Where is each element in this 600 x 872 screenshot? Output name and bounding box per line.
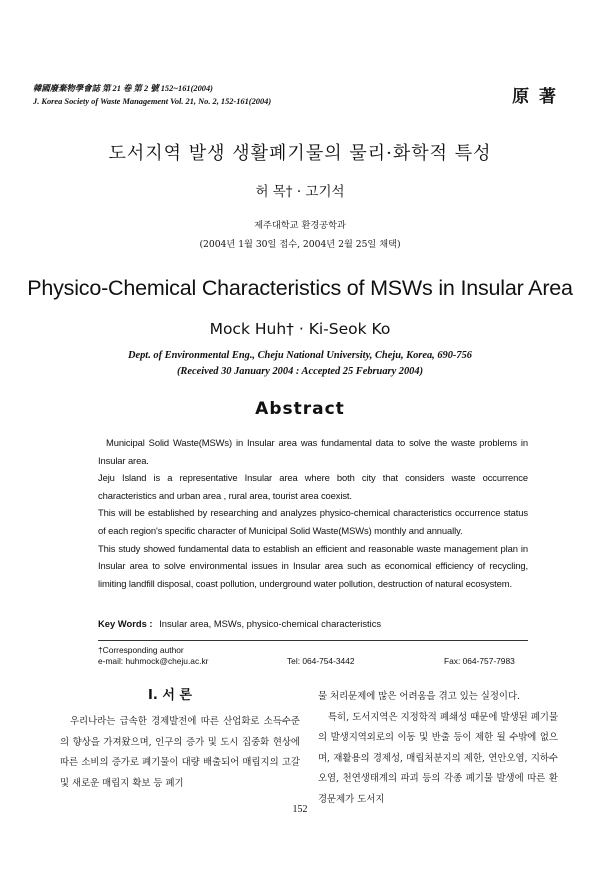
korean-affiliation: 제주대학교 환경공학과 bbox=[254, 220, 346, 231]
english-affiliation-block bbox=[0, 348, 600, 380]
section-heading-introduction: Ⅰ. 서 론 bbox=[148, 688, 192, 703]
body-paragraph: 특히, 도서지역은 지정학적 폐쇄성 때문에 발생된 폐기물의 발생지역외로의 이동 및 반출 등이 제한 될 수밖에 없으며, 재활용의 경제성, 매립처분지의 제한, 연안오염, 지하수오염, 천연생태계의 파괴 등의 각종 폐기물 발생에 따른 환경문제가 도서지 bbox=[318, 711, 558, 805]
abstract-body bbox=[98, 434, 528, 592]
body-paragraph: 우리나라는 급속한 경제발전에 따른 산업화로 소득수준의 향상을 가져왔으며, 인구의 증가 및 도시 집중화 현상에 따른 소비의 증가로 폐기물이 대량 배출되어 매립지의 고갈 및 새로운 매립지 확보 등 폐기 bbox=[60, 716, 300, 789]
abstract-paragraph: This will be established by researching and analyzes physico-chemical characteristics occurrence status of each region's specific character of Municipal Solid Waste(MSWs) monthly and annually. bbox=[98, 507, 528, 536]
journal-header bbox=[33, 82, 271, 108]
corresponding-author-note: †Corresponding author bbox=[98, 645, 184, 655]
journal-citation-korean: 韓國廢棄物學會誌 第 21 卷 第 2 號 152~161(2004) bbox=[33, 84, 213, 93]
journal-citation-english: J. Korea Society of Waste Management Vol. 21, No. 2, 152-161(2004) bbox=[33, 97, 272, 106]
abstract-paragraph: This study showed fundamental data to establish an efficient and reasonable waste management plan in Insular area to solve environmental issues in Insular area such as economical efficiency of recycling, limiting landfill disposal, coast pollution, underground water pollution, destruction of natural ecosystem. bbox=[98, 542, 528, 589]
body-column-right bbox=[318, 687, 558, 810]
keywords-text: Insular area, MSWs, physico-chemical characteristics bbox=[159, 618, 382, 629]
footnote-divider bbox=[98, 640, 528, 641]
keywords bbox=[98, 618, 381, 629]
english-affiliation: Dept. of Environmental Eng., Cheju National University, Cheju, Korea, 690-756 bbox=[128, 350, 472, 361]
korean-authors: 허 목† · 고기석 bbox=[255, 184, 345, 200]
english-title: Physico-Chemical Characteristics of MSWs in Insular Area bbox=[27, 276, 573, 300]
author-email: e-mail: huhmock@cheju.ac.kr bbox=[98, 656, 209, 666]
english-dates: (Received 30 January 2004 : Accepted 25 February 2004) bbox=[176, 366, 424, 377]
author-telephone: Tel: 064-754-3442 bbox=[287, 656, 355, 666]
body-paragraph-continued: 물 처리문제에 많은 어려움을 겪고 있는 실정이다. bbox=[318, 691, 520, 702]
page-number: 152 bbox=[292, 804, 308, 815]
author-fax: Fax: 064-757-7983 bbox=[444, 656, 515, 666]
body-column-left bbox=[60, 712, 300, 794]
abstract-paragraph: Municipal Solid Waste(MSWs) in Insular area was fundamental data to solve the waste problems in Insular area. bbox=[98, 437, 528, 466]
korean-title: 도서지역 발생 생활폐기물의 물리·화학적 특성 bbox=[108, 143, 492, 164]
article-type-badge: 原 著 bbox=[512, 87, 558, 107]
keywords-label: Key Words : bbox=[98, 618, 153, 629]
korean-affiliation-block bbox=[0, 216, 600, 254]
korean-dates: (2004년 1월 30일 접수, 2004년 2월 25일 채택) bbox=[199, 239, 401, 250]
abstract-heading: Abstract bbox=[255, 399, 345, 419]
abstract-paragraph: Jeju Island is a representative Insular area where both city that considers waste occurrence characteristics and urban area , rural area, tourist area coexist. bbox=[98, 472, 528, 501]
english-authors: Mock Huh† · Ki-Seok Ko bbox=[209, 320, 391, 338]
